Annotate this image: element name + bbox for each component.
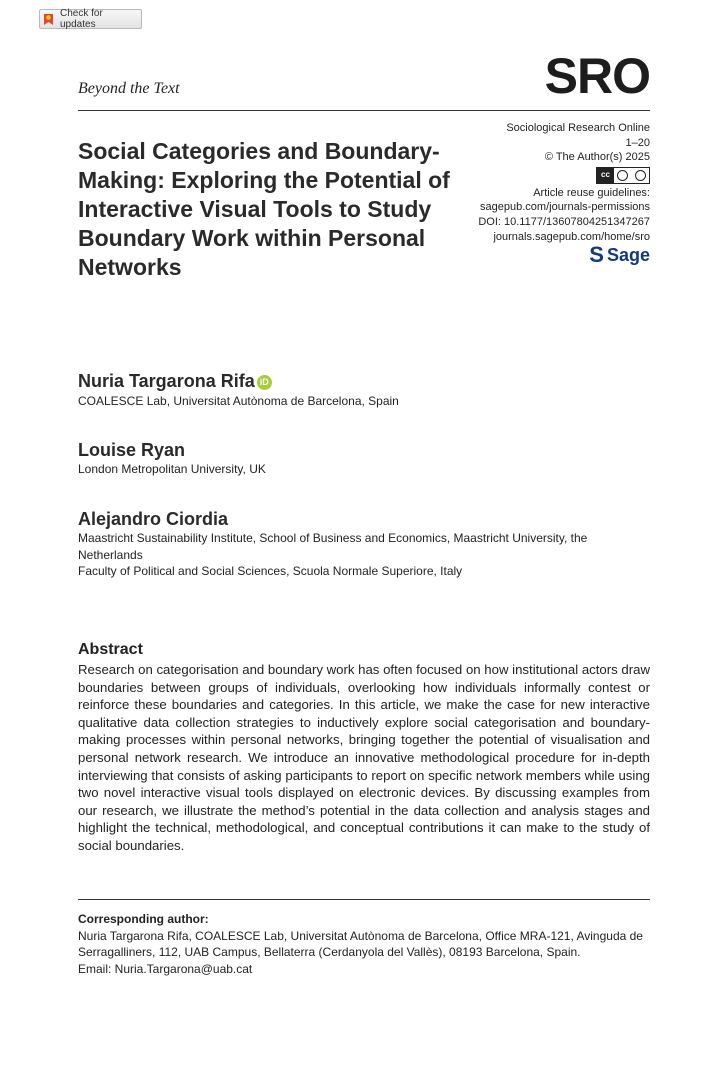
abstract-heading: Abstract (78, 641, 143, 658)
corresponding-email[interactable]: Email: Nuria.Targarona@uab.cat (78, 961, 253, 976)
nc-icon (635, 170, 646, 181)
journal-logo: SRO (544, 48, 650, 104)
reuse-link[interactable]: sagepub.com/journals-permissions (480, 201, 650, 214)
author-name: Nuria Targarona Rifa iD (78, 371, 272, 392)
article-metadata (478, 121, 650, 267)
article-title: Social Categories and Boundary-Making: Exploring the Potential of Interactive Visual Tools to Study Boundary Work within Personal Networks (78, 138, 450, 280)
reuse-label: Article reuse guidelines: (533, 186, 650, 199)
check-for-updates-button[interactable] (39, 9, 142, 29)
author-affiliation: London Metropolitan University, UK (78, 462, 266, 476)
journal-name: Sociological Research Online (506, 122, 650, 134)
corresponding-author (78, 911, 650, 977)
author-affiliation: Maastricht Sustainability Institute, School of Business and Economics, Maastricht University, the Netherlands Faculty of Political and Social Sciences, Scuola Normale Superiore, Italy (78, 531, 588, 578)
corresponding-label: Corresponding author: (78, 912, 209, 926)
header-divider (78, 110, 650, 111)
abstract-text: Research on categorisation and boundary work has often focused on how institutional actors draw boundaries between groups of individuals, overlooking how individuals informally contest or reinforce these boundaries and categories. In this article, we make the case for new interactive qualitative data collection strategies to inductively explore social categorisation and boundary-making processes within personal networks, bringing together the potential of visualisation and personal network research. We introduce an innovative methodological procedure for in-depth interviewing that consists of asking participants to report on specific network members while using two novel interactive visual tools displayed on electronic devices. By discussing examples from our research, we illustrate the method’s potential in the data collection and analysis stages and highlight the technical, methodological, and conceptual contributions it can make to the study of social boundaries. (78, 662, 650, 853)
author-affiliation: COALESCE Lab, Universitat Autònoma de Barcelona, Spain (78, 394, 399, 408)
author-name: Alejandro Ciordia (78, 509, 229, 529)
footnote-divider (78, 899, 650, 900)
corresponding-address: Nuria Targarona Rifa, COALESCE Lab, Universitat Autònoma de Barcelona, Office MRA-121, Avinguda de Serragalliners, 112, UAB Campus, Bellaterra (Cerdanyola del Vallès), 08193 Barcelona, Spain. (78, 928, 643, 959)
crossmark-icon (43, 13, 54, 26)
orcid-icon[interactable]: iD (257, 375, 272, 390)
cc-by-nc-icon: cc (596, 167, 650, 184)
journal-link[interactable]: journals.sagepub.com/home/sro (493, 230, 650, 243)
check-for-updates-label: Check for updates (60, 8, 103, 30)
doi[interactable]: DOI: 10.1177/13607804251347267 (478, 215, 650, 228)
copyright: © The Author(s) 2025 (544, 151, 650, 164)
sage-s-icon: S (589, 242, 604, 268)
sage-logo: S Sage (589, 242, 650, 268)
section-label: Beyond the Text (78, 80, 180, 97)
page-range: 1–20 (625, 136, 650, 149)
author-name: Louise Ryan (78, 440, 186, 460)
by-icon (617, 170, 628, 181)
